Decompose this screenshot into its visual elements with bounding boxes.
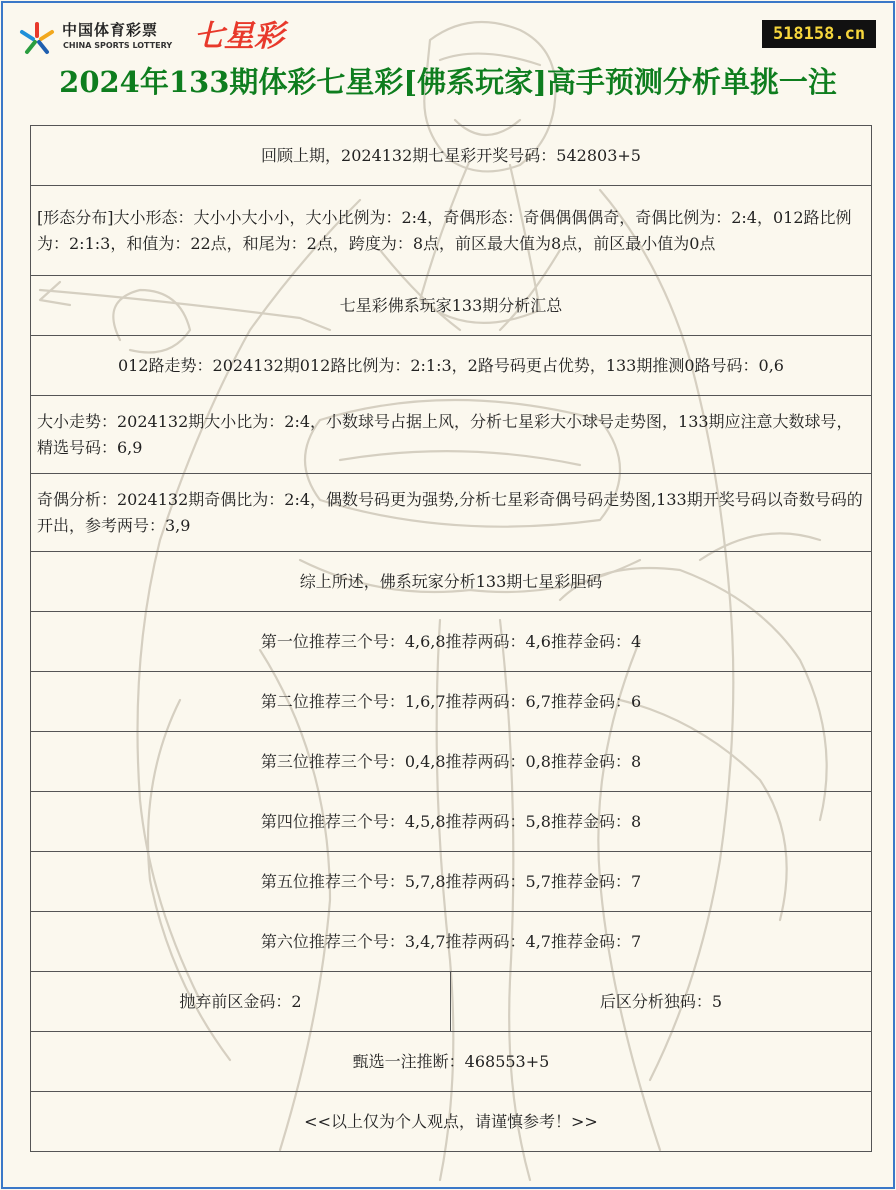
- table-row: [31, 852, 872, 912]
- odd-even-cell: 奇偶分析：2024132期奇偶比为：2:4，偶数号码更为强势,分析七星彩奇偶号码走势图,133期开奖号码以奇数号码的开出，参考两号：3,9: [31, 474, 872, 552]
- table-row: [31, 912, 872, 972]
- logo-game-name: 七星彩: [194, 19, 284, 54]
- position-1-cell: 第一位推荐三个号：4,6,8推荐两码：4,6推荐金码：4: [31, 612, 872, 672]
- route-012-cell: 012路走势：2024132期012路比例为：2:1:3，2路号码更占优势，133期推测0路号码：0,6: [31, 336, 872, 396]
- table-row: [31, 792, 872, 852]
- summary-heading-cell: 七星彩佛系玩家133期分析汇总: [31, 276, 872, 336]
- table-row: [31, 336, 872, 396]
- size-trend-cell: 大小走势：2024132期大小比为：2:4，小数球号占据上风，分析七星彩大小球号走势图，133期应注意大数球号，精选号码：6,9: [31, 396, 872, 474]
- position-4-cell: 第四位推荐三个号：4,5,8推荐两码：5,8推荐金码：8: [31, 792, 872, 852]
- table-row: [31, 732, 872, 792]
- table-row: [31, 186, 872, 276]
- table-row: [31, 126, 872, 186]
- table-row: [31, 276, 872, 336]
- position-3-cell: 第三位推荐三个号：0,4,8推荐两码：0,8推荐金码：8: [31, 732, 872, 792]
- table-row: [31, 552, 872, 612]
- logo-english-name: CHINA SPORTS LOTTERY: [63, 41, 173, 50]
- table-row: [31, 396, 872, 474]
- position-6-cell: 第六位推荐三个号：3,4,7推荐两码：4,7推荐金码：7: [31, 912, 872, 972]
- sports-lottery-star-icon: [18, 20, 56, 56]
- disclaimer-cell: <<以上仅为个人观点，请谨慎参考！>>: [31, 1092, 872, 1152]
- table-row: [31, 972, 872, 1032]
- table-row: [31, 672, 872, 732]
- page-title: 2024年133期体彩七星彩[佛系玩家]高手预测分析单挑一注: [59, 65, 837, 99]
- back-single-cell: 后区分析独码：5: [451, 972, 872, 1032]
- logo-chinese-name: 中国体育彩票: [62, 21, 159, 39]
- conclusion-heading-cell: 综上所述，佛系玩家分析133期七星彩胆码: [31, 552, 872, 612]
- analysis-table: [30, 125, 872, 1152]
- review-cell: 回顾上期，2024132期七星彩开奖号码：542803+5: [31, 126, 872, 186]
- lottery-logo: [18, 18, 284, 58]
- position-2-cell: 第二位推荐三个号：1,6,7推荐两码：6,7推荐金码：6: [31, 672, 872, 732]
- position-5-cell: 第五位推荐三个号：5,7,8推荐两码：5,7推荐金码：7: [31, 852, 872, 912]
- table-row: [31, 612, 872, 672]
- site-badge[interactable]: 518158.cn: [762, 20, 876, 48]
- table-row: [31, 474, 872, 552]
- discard-front-cell: 抛弃前区金码：2: [31, 972, 451, 1032]
- table-row: [31, 1032, 872, 1092]
- table-row: [31, 1092, 872, 1152]
- pattern-cell: [形态分布]大小形态：大小小大小小，大小比例为：2:4，奇偶形态：奇偶偶偶偶奇，奇偶比例为：2:4，012路比例为：2:1:3，和值为：22点，和尾为：2点，跨度为：8点，前区最大值为8点，前区最小值为0点: [31, 186, 872, 276]
- final-pick-cell: 甄选一注推断：468553+5: [31, 1032, 872, 1092]
